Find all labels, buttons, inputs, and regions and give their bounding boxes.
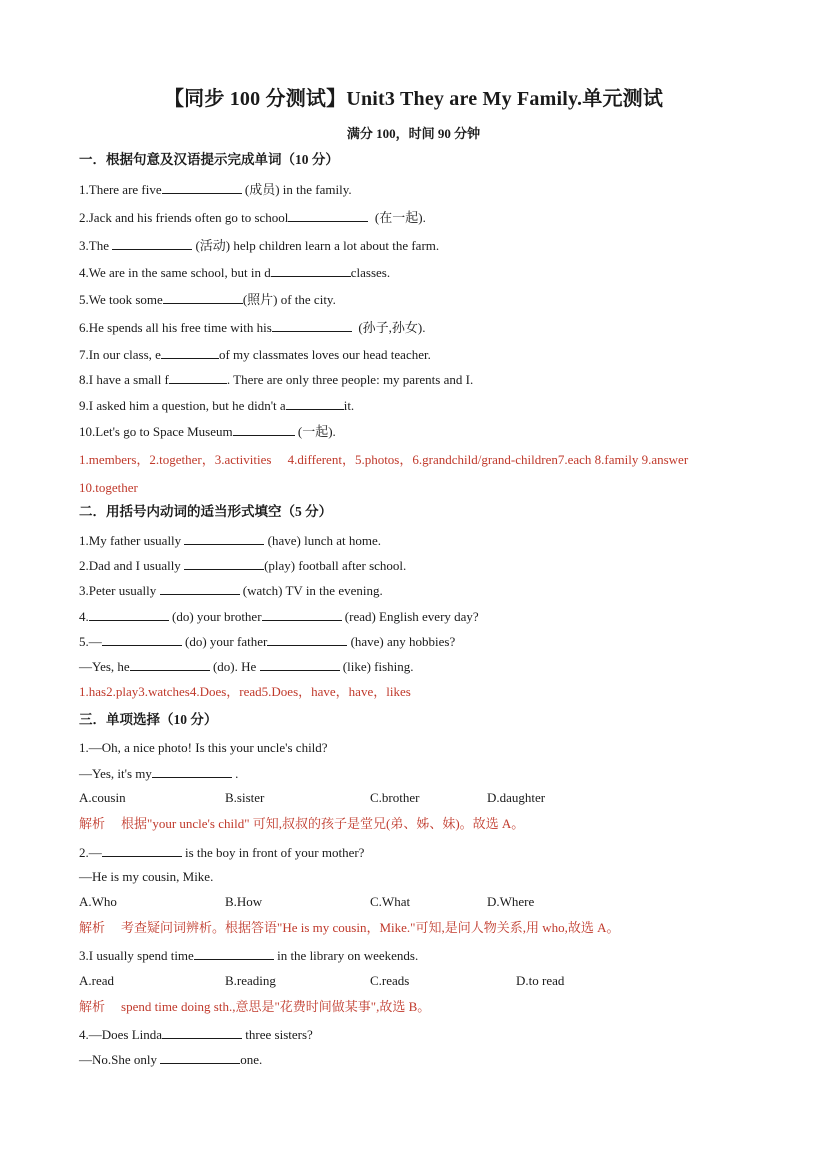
s2-item-5-reply: —Yes, he (do). He (like) fishing.: [79, 659, 414, 674]
s3-q3-option-d: D.to read: [516, 973, 565, 988]
s3-q2-explanation: 解析 考查疑问词辨析。根据答语"He is my cousin，Mike."可知,是问人物关系,用 who,故选 A。: [79, 920, 620, 935]
s1-item-7: 7.In our class, e of my classmates loves our head teacher.: [79, 347, 431, 362]
s1-item-3: 3.The (活动) help children learn a lot about the farm.: [79, 238, 440, 253]
s1-item-8: 8.I have a small f . There are only three people: my parents and I.: [79, 372, 474, 387]
s3-q1-option-d: D.daughter: [487, 790, 546, 805]
s3-q1-option-c: C.brother: [370, 790, 420, 805]
s3-q1-explanation: 解析 根据"your uncle's child" 可知,叔叔的孩子是堂兄(弟、姊、妹)。故选 A。: [79, 816, 525, 831]
s3-q3-explanation: 解析 spend time doing sth.,意思是"花费时间做某事",故选 B。: [79, 999, 431, 1014]
s3-q1-line-2: —Yes, it's my .: [79, 766, 239, 781]
s2-item-2: 2.Dad and I usually (play) football after school.: [79, 558, 407, 573]
s3-q2-option-a: A.Who: [79, 894, 117, 909]
s1-item-6: 6.He spends all his free time with his (孙子,孙女).: [79, 320, 426, 335]
s3-q1-option-b: B.sister: [225, 790, 265, 805]
s3-q1-option-a: A.cousin: [79, 790, 126, 805]
s1-item-1: 1.There are five (成员) in the family.: [79, 182, 352, 197]
s3-q2-option-c: C.What: [370, 894, 411, 909]
s2-item-3: 3.Peter usually (watch) TV in the evening.: [79, 583, 383, 598]
s1-answer-line-2: 10.together: [79, 480, 138, 495]
s3-q3-option-c: C.reads: [370, 973, 410, 988]
page-subtitle: 满分 100，时间 90 分钟: [346, 126, 481, 141]
page-title: 【同步 100 分测试】Unit3 They are My Family.单元测试: [163, 88, 664, 110]
s3-q2-line-1: 2.— is the boy in front of your mother?: [79, 845, 365, 860]
s3-q4-line-1: 4.—Does Linda three sisters?: [79, 1027, 313, 1042]
s3-q3-line-1: 3.I usually spend time in the library on weekends.: [79, 948, 419, 963]
s3-q2-option-d: D.Where: [487, 894, 535, 909]
s3-q4-line-2: —No.She only one.: [79, 1052, 263, 1067]
s1-item-5: 5.We took some (照片) of the city.: [79, 292, 336, 307]
s2-item-4: 4. (do) your brother (read) English every day?: [79, 609, 479, 624]
s2-item-5: 5.— (do) your father (have) any hobbies?: [79, 634, 456, 649]
s2-item-1: 1.My father usually (have) lunch at home.: [79, 533, 382, 548]
s1-item-9: 9.I asked him a question, but he didn't a it.: [79, 398, 355, 413]
s3-q2-line-2: —He is my cousin, Mike.: [79, 869, 214, 884]
s3-q3-option-a: A.read: [79, 973, 115, 988]
s1-item-4: 4.We are in the same school, but in d classes.: [79, 265, 391, 280]
s1-item-10: 10.Let's go to Space Museum (一起).: [79, 424, 336, 439]
section-3-heading: 三．单项选择（10 分）: [79, 712, 218, 727]
s3-q2-option-b: B.How: [225, 894, 263, 909]
section-2-heading: 二．用括号内动词的适当形式填空（5 分）: [79, 504, 333, 519]
section-1-heading: 一．根据句意及汉语提示完成单词（10 分）: [79, 152, 339, 167]
s3-q3-option-b: B.reading: [225, 973, 276, 988]
s2-answers: 1.has2.play3.watches4.Does，read5.Does，have，have，likes: [79, 684, 411, 699]
s3-q1-line-1: 1.—Oh, a nice photo! Is this your uncle's child?: [79, 740, 328, 755]
s1-answer-line-1: 1.members，2.together，3.activities 4.different，5.photos，6.grandchild/grand-children7.each 8.family 9.answer: [79, 452, 689, 467]
s1-item-2: 2.Jack and his friends often go to school (在一起).: [79, 210, 426, 225]
